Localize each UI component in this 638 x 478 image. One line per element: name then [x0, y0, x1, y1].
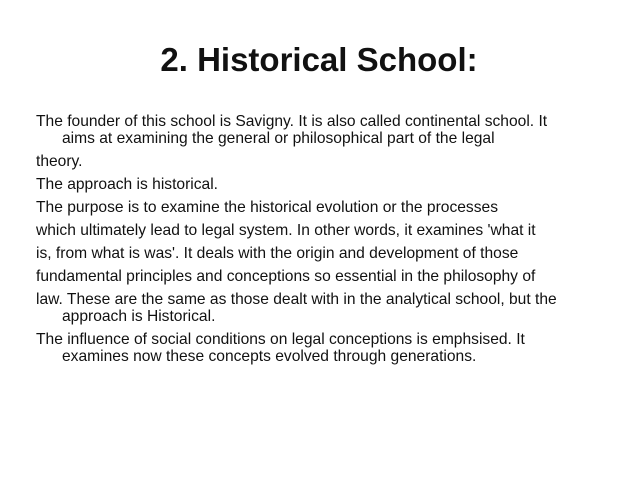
body-line-continuation: aims at examining the general or philosophical part of the legal	[62, 130, 495, 147]
body-line: theory.	[36, 153, 83, 170]
body-line-continuation: approach is Historical.	[62, 308, 216, 325]
slide-title: 2. Historical School:	[160, 41, 478, 78]
body-line-continuation: examines now these concepts evolved through generations.	[62, 348, 477, 365]
body-line: is, from what is was'. It deals with the origin and development of those	[36, 245, 519, 262]
slide-body	[36, 113, 626, 367]
body-line: fundamental principles and conceptions so essential in the philosophy of	[36, 268, 536, 285]
body-line: The founder of this school is Savigny. It is also called continental school. It	[36, 113, 548, 130]
body-line: law. These are the same as those dealt with in the analytical school, but the	[36, 291, 557, 308]
body-line: which ultimately lead to legal system. In other words, it examines 'what it	[36, 222, 536, 239]
body-line: The approach is historical.	[36, 176, 219, 193]
body-line: The influence of social conditions on legal conceptions is emphsised. It	[36, 331, 525, 348]
body-line: The purpose is to examine the historical evolution or the processes	[36, 199, 498, 216]
